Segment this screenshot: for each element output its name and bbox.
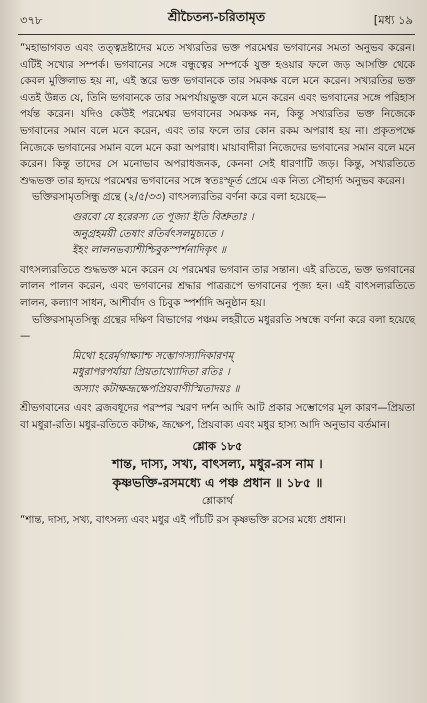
paragraph-vatsalya: বাৎসল্যরতিতে শুদ্ধভক্ত মনে করেন যে পরমেশ্বর ভগবান তার সন্তান। এই রতিতে, ভক্ত ভগবানের লালন পালন করেন, এবং ভগবানের শ্রদ্ধার পাত্ররূপে ভগবানের পূজ্য হন। এই বাৎসল্যরতিতে লালন, কল্যাণ সাধন, আশীর্বাদ ও চিবুক স্পর্শাদি অনুষ্ঠান হয়। [20,263,415,309]
verse-line: অনুগ্রহময়ী তেষাং রতির্বৎসলমুচ্যতে । [72,227,223,240]
translation-text: “শান্ত, দাস্য, সখ্য, বাৎসল্য এবং মধুর এই পাঁচটি রস কৃষ্ণভক্তি রসের মধ্যে প্রধান। [20,513,346,526]
paragraph-sakhya: “মহাভাগবত এবং তত্ত্বদ্রষ্টাদের মতে সখ্যরতির ভক্ত পরমেশ্বর ভগবানের সমতা অনুভব করেন। এটিই সখ্যের সম্পর্ক। ভগবানের সঙ্গে বন্ধুত্বের সম্পর্কে যুক্ত হওয়ার ফলে জড় আসক্তি থেকে কেবল মুক্তিলাভ হয় না, এই স্তরে ভক্ত ভগবানকে তার সমকক্ষ বলে মনে করেন। সখ্যরতির ভক্ত এতই উন্নত যে, তিনি ভগবানকে তার সমপর্যায়ভুক্ত বলে মনে করেন এবং ভগবানের সঙ্গে পরিহাস পর্যন্ত করেন। যদিও কেউই পরমেশ্বর ভগবানের সমকক্ষ নন, কিন্তু সখ্যরতির ভক্ত নিজেকে ভগবানের সমান বলে মনে করেন, এবং তার ফলে তার কোন রকম অপরাধ হয় না। প্রকৃতপক্ষে নিজেকে ভগবানের সমান বলে মনে করা অপরাধ। মায়াবাদীরা নিজেদের ভগবানের সমান বলে মনে করেন। কিন্তু তাদের সে মনোভাব অপরাধজনক, কেননা সেই ধারণাটি জড়। কিন্তু, সখ্যরতিতে শুদ্ধভক্ত তার হৃদয়ে পরমেশ্বর ভগবানের সঙ্গে স্বতঃস্ফূর্ত প্রেমে এক নিত্য সৌহার্দ্য অনুভব করেন। [20,42,415,187]
paragraph-vatsalya-intro: ভক্তিরসামৃতসিন্ধু গ্রন্থে (২/৫/৩৩) বাৎসল্যরতির বর্ণনা করে বলা হয়েছে— [32,191,327,204]
page-title: শ্রীচৈতন্য-চরিতামৃত [167,9,266,24]
page-number: ৩৭৮ [20,13,43,27]
page-header [18,6,415,35]
shloka-line: কৃষ্ণভক্তি-রসমধ্যে এ পঞ্চ প্রধান ॥ ১৮৫ ॥ [112,475,323,491]
verse-line: ইহং লালনভব্যাশীশ্চিবুকস্পর্শনাদিকৃৎ ॥ [72,244,226,257]
verse-line: গুরবো যে হরেরস্য তে পূজ্যা ইতি বিশ্রুতাঃ । [72,210,254,223]
paragraph-madhura-intro: ভক্তিরসামৃতসিন্ধু গ্রন্থের দক্ষিণ বিভাগের পঞ্চম লহরীতে মধুররতি সম্বন্ধে বর্ণনা করে বলা হয়েছে— [20,313,415,343]
verse-line: অস্যাং কটাক্ষভ্রূক্ষেপপ্রিয়বাণীস্মিতাদয়ঃ ॥ [72,382,240,395]
shloka-line: শান্ত, দাস্য, সখ্য, বাৎসল্য, মধুর-রস নাম । [112,456,323,472]
verse-madhura [72,348,415,398]
shloka-number: শ্লোক ১৮৫ [192,438,243,453]
section-label: [মধ্য ১৯ [373,13,413,27]
verse-line: মিথো হরের্মৃগাক্ষ্যাশ্চ সম্ভোগস্যাদিকারণম্ [72,349,234,362]
translation-heading: শ্লোকার্থ [201,495,234,508]
verse-line: মধুরাপরপর্যায়া প্রিয়তাখ্যোদিতা রতিঃ । [72,366,230,379]
verse-vatsalya [72,209,415,259]
paragraph-madhura: শ্রীভগবানের এবং ব্রজবধূদের পরস্পর স্মরণ দর্শন আদি আট প্রকার সম্ভোগের মূল কারণ—প্রিয়তা বা মধুরা-রতি। মধুর-রতিতে কটাক্ষ, ভ্রূক্ষেপ, প্রিয়বাক্য এবং মধুর হাস্য আদি অনুভাব বর্তমান। [20,402,415,432]
page-content [20,40,415,528]
